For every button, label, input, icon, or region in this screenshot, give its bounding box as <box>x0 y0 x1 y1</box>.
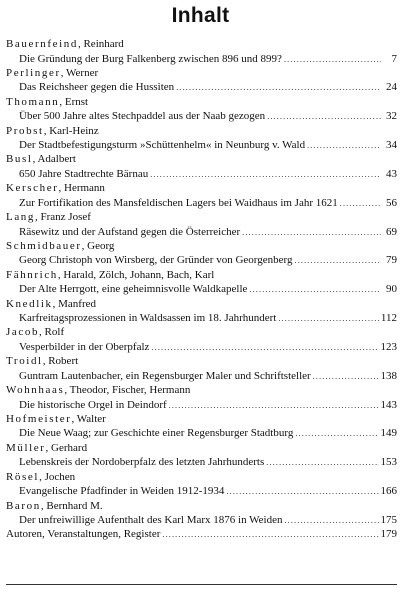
toc-entry <box>6 499 397 528</box>
toc-article-title: Räsewitz und der Aufstand gegen die Österreicher <box>19 225 241 238</box>
dot-leader <box>278 312 379 326</box>
toc-page-number: 153 <box>380 456 397 469</box>
toc-title-line <box>6 225 397 239</box>
toc-entry <box>6 383 397 412</box>
toc-entry <box>6 210 397 239</box>
toc-author: Bauernfeind, Reinhard <box>6 38 124 50</box>
toc-author: Schmidbauer, Georg <box>6 239 115 252</box>
toc-author: Wohnhaas, Theodor, Fischer, Hermann <box>6 384 191 397</box>
dot-leader <box>284 53 381 67</box>
toc-page-number: 7 <box>391 52 397 65</box>
author-surname: Schmidbauer <box>6 239 82 252</box>
dot-leader <box>313 370 379 384</box>
author-surname: Baron <box>6 499 41 512</box>
toc-page-number: 166 <box>380 485 397 498</box>
toc-article-title: Karfreitagsprozessionen in Waldsassen im 18. Jahrhundert <box>19 312 277 325</box>
dot-leader <box>295 254 382 268</box>
toc-entry <box>6 354 397 383</box>
toc-author: Rösel, Jochen <box>6 470 76 483</box>
dot-leader <box>169 399 379 413</box>
toc-entry <box>6 412 397 441</box>
toc-author: Jacob, Rolf <box>6 326 65 339</box>
author-surname: Hofmeister <box>6 412 72 425</box>
toc-entry <box>6 297 397 326</box>
toc-author: Busl, Adalbert <box>6 153 76 166</box>
toc-author: Fähnrich, Harald, Zölch, Johann, Bach, Karl <box>6 268 215 281</box>
page-title: Inhalt <box>171 4 230 27</box>
toc-title-line <box>6 398 397 412</box>
toc-article-title: Die historische Orgel in Deindorf <box>19 398 167 411</box>
toc-page-number: 179 <box>380 528 397 541</box>
toc-article-title: Die Neue Waag; zur Geschichte einer Regensburger Stadtburg <box>19 427 294 440</box>
toc-entry <box>6 470 397 499</box>
toc-title-line <box>6 426 397 440</box>
author-surname: Rösel <box>6 470 40 483</box>
author-surname: Thomann <box>6 95 60 108</box>
toc-page-number: 123 <box>380 340 397 353</box>
toc-title-line <box>6 311 397 325</box>
dot-leader <box>162 528 378 542</box>
toc-article-title: Das Reichsheer gegen die Hussiten <box>19 81 175 94</box>
toc-article-title: Guntram Lautenbacher, ein Regensburger Maler und Schriftsteller <box>19 369 311 382</box>
toc-title-line <box>6 138 397 152</box>
toc-article-title: Lebenskreis der Nordoberpfalz des letzten Jahrhunderts <box>19 456 265 469</box>
toc-author: Probst, Karl-Heinz <box>6 124 99 137</box>
toc-page-number: 79 <box>386 254 397 267</box>
author-surname: Müller <box>6 441 46 454</box>
toc-article-title: Vesperbilder in der Oberpfalz <box>19 340 150 353</box>
author-surname: Busl <box>6 153 33 166</box>
toc-entry <box>6 268 397 297</box>
author-surname: Knedlik <box>6 297 53 310</box>
toc-entry <box>6 181 397 210</box>
toc-entry <box>6 441 397 470</box>
author-surname: Kerscher <box>6 182 59 195</box>
toc-article-title: 650 Jahre Stadtrechte Bärnau <box>19 167 149 180</box>
toc-article-title: Über 500 Jahre altes Stechpaddel aus der Naab gezogen <box>19 110 266 123</box>
toc-author: Baron, Bernhard M. <box>6 499 103 512</box>
toc-page-number: 143 <box>380 398 397 411</box>
toc-author: Knedlik, Manfred <box>6 297 97 310</box>
dot-leader <box>242 226 381 240</box>
toc-page-number: 24 <box>386 81 397 94</box>
toc-title-line <box>6 282 397 296</box>
toc-entry <box>6 152 397 181</box>
toc-article-title: Die Gründung der Burg Falkenberg zwischen 896 und 899? <box>19 52 282 65</box>
toc-author: Müller, Gerhard <box>6 441 88 454</box>
dot-leader <box>267 110 381 124</box>
toc-title-line <box>6 484 397 498</box>
toc-title-line <box>6 167 397 181</box>
dot-leader <box>340 197 381 211</box>
toc-article-title: Georg Christoph von Wirsberg, der Gründer von Georgenberg <box>19 254 293 267</box>
dot-leader <box>150 168 381 182</box>
toc-page-number: 138 <box>380 369 397 382</box>
dot-leader <box>295 427 378 441</box>
toc-author: Lang, Franz Josef <box>6 211 91 224</box>
author-surname: Troidl <box>6 355 43 368</box>
dot-leader <box>176 81 381 95</box>
toc-article-title: Zur Fortifikation des Mansfeldischen Lagers bei Waidhaus im Jahr 1621 <box>19 196 338 209</box>
toc-page-number: 32 <box>386 110 397 123</box>
dot-leader <box>266 456 378 470</box>
toc-title-line <box>6 513 397 527</box>
toc-entry <box>6 66 397 95</box>
toc-author: Kerscher, Hermann <box>6 182 105 195</box>
toc-title-line <box>6 80 397 94</box>
toc-entry <box>6 325 397 354</box>
toc-title-line <box>6 369 397 383</box>
dot-leader <box>226 485 378 499</box>
toc-article-title: Autoren, Veranstaltungen, Register <box>6 528 161 541</box>
toc-page-number: 149 <box>380 427 397 440</box>
toc-entry <box>6 37 397 66</box>
toc-article-title: Der Alte Herrgott, eine geheimnisvolle Waldkapelle <box>19 283 248 296</box>
toc-title-line <box>6 253 397 267</box>
dot-leader <box>249 283 381 297</box>
dot-leader <box>151 341 378 355</box>
toc-page-number: 69 <box>386 225 397 238</box>
toc-author: Thomann, Ernst <box>6 95 89 108</box>
toc-title-line <box>6 109 397 123</box>
toc-entry <box>6 124 397 153</box>
author-surname: Probst <box>6 124 44 137</box>
author-surname: Wohnhaas <box>6 384 65 397</box>
dot-leader <box>284 514 378 528</box>
toc-page-number: 175 <box>380 514 397 526</box>
toc-title-line <box>6 52 397 66</box>
toc-final-entry <box>6 527 397 541</box>
toc-entry <box>6 95 397 124</box>
toc-title-line <box>6 196 397 210</box>
toc-title-line <box>6 340 397 354</box>
toc-author: Hofmeister, Walter <box>6 412 106 425</box>
toc-entry <box>6 239 397 268</box>
author-surname: Bauernfeind <box>6 38 78 50</box>
toc-page-number: 56 <box>386 196 397 209</box>
toc-article-title: Der unfreiwillige Aufenthalt des Karl Marx 1876 in Weiden <box>19 514 283 526</box>
toc-author: Troidl, Robert <box>6 355 79 368</box>
toc-page-number: 112 <box>380 312 397 325</box>
author-surname: Perlinger <box>6 66 61 79</box>
author-surname: Lang <box>6 211 36 224</box>
author-surname: Jacob <box>6 326 40 339</box>
author-surname: Fähnrich <box>6 268 58 281</box>
toc-list <box>6 37 397 542</box>
toc-title-line <box>6 455 397 469</box>
toc-page-number: 43 <box>386 167 397 180</box>
toc-article-title: Evangelische Pfadfinder in Weiden 1912-1934 <box>19 485 225 498</box>
toc-author: Perlinger, Werner <box>6 66 99 79</box>
toc-page-number: 34 <box>386 139 397 152</box>
toc-page-number: 90 <box>386 283 397 296</box>
toc-article-title: Der Stadtbefestigungsturm »Schüttenhelm« in Neunburg v. Wald <box>19 139 306 152</box>
bottom-rule <box>6 584 397 585</box>
dot-leader <box>307 139 381 153</box>
